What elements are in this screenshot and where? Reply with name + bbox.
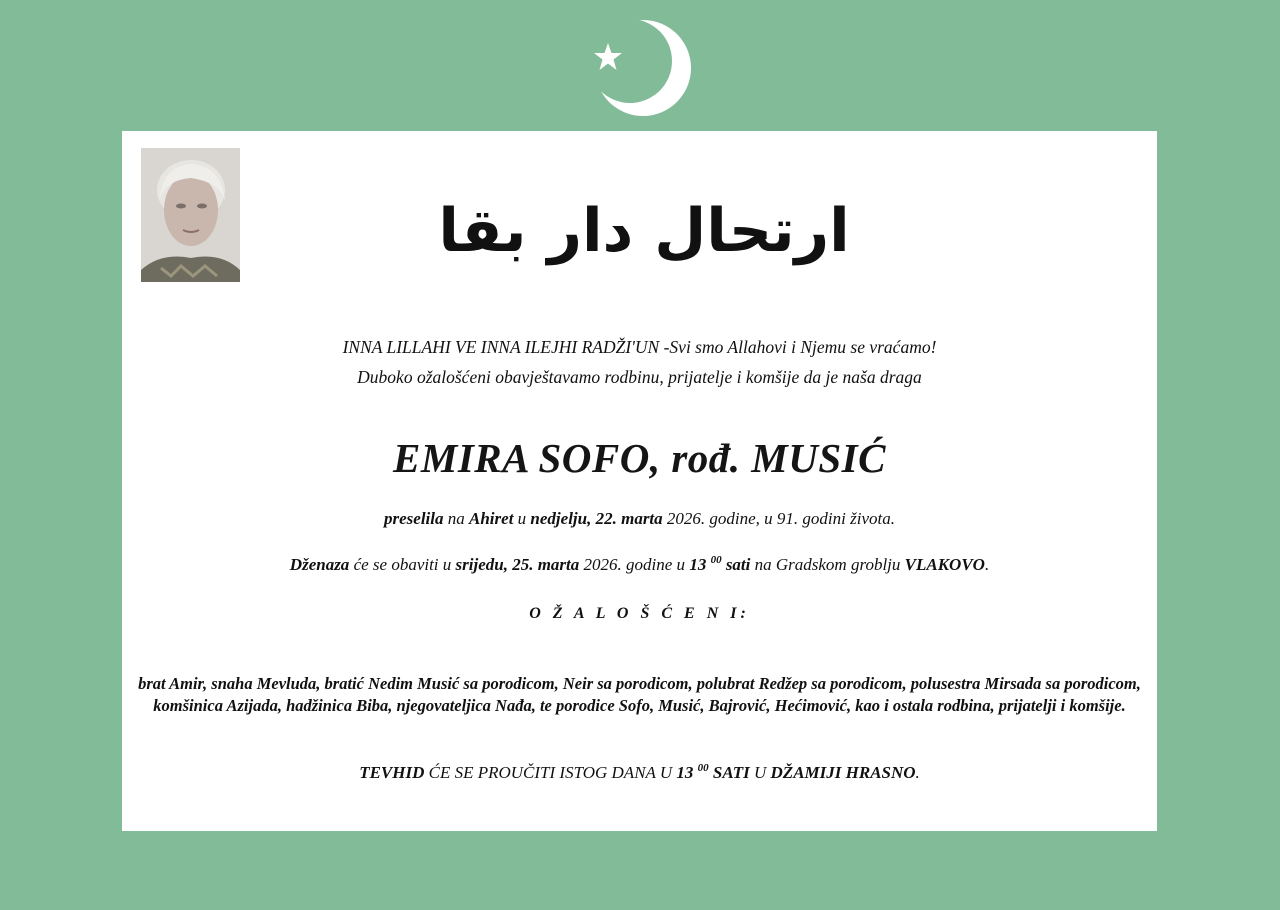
tevhid-announcement: TEVHID ĆE SE PROUČITI ISTOG DANA U 13 $^{00}$ SATI U DŽAMIJI HRASNO. (359, 762, 920, 782)
mourners-list: brat Amir, snaha Mevluda, bratić Nedim Musić sa porodicom, Neir sa porodicom, polubrat Redžep sa porodicom, polusestra Mirsada sa porodicom, komšinica Azijada, hadžinica Biba, njegovateljica Nađa, te porodice Sofo, Musić, Bajrović, Hećimović, kao i ostala rodbina, prijatelji i komšije. (138, 674, 1141, 715)
crescent-star-icon (586, 16, 696, 120)
intro-line-1: INNA LILLAHI VE INNA ILEJHI RADŽI'UN -Svi smo Allahovi i Njemu se vraćamo! (342, 337, 937, 357)
deceased-name: EMIRA SOFO, rođ. MUSIĆ (393, 435, 886, 481)
portrait-photo (141, 148, 240, 282)
funeral-announcement: Dženaza će se obaviti u srijedu, 25. marta 2026. godine u 13 $^{00}$ sati na Gradskom groblju VLAKOVO. (289, 554, 990, 574)
svg-text:ارتحال دار بقا: ارتحال دار بقا (438, 196, 850, 266)
arabic-calligraphy (438, 151, 850, 286)
obituary-card (122, 131, 1157, 831)
intro-line-2: Duboko ožalošćeni obavještavamo rodbinu, prijatelje i komšije da je naša draga (357, 367, 922, 387)
death-announcement: preselila na Ahiret u nedjelju, 22. marta 2026. godine, u 91. godini života. (384, 509, 895, 528)
mourners-heading: O Ž A L O Š Ć E N I: (529, 605, 750, 622)
